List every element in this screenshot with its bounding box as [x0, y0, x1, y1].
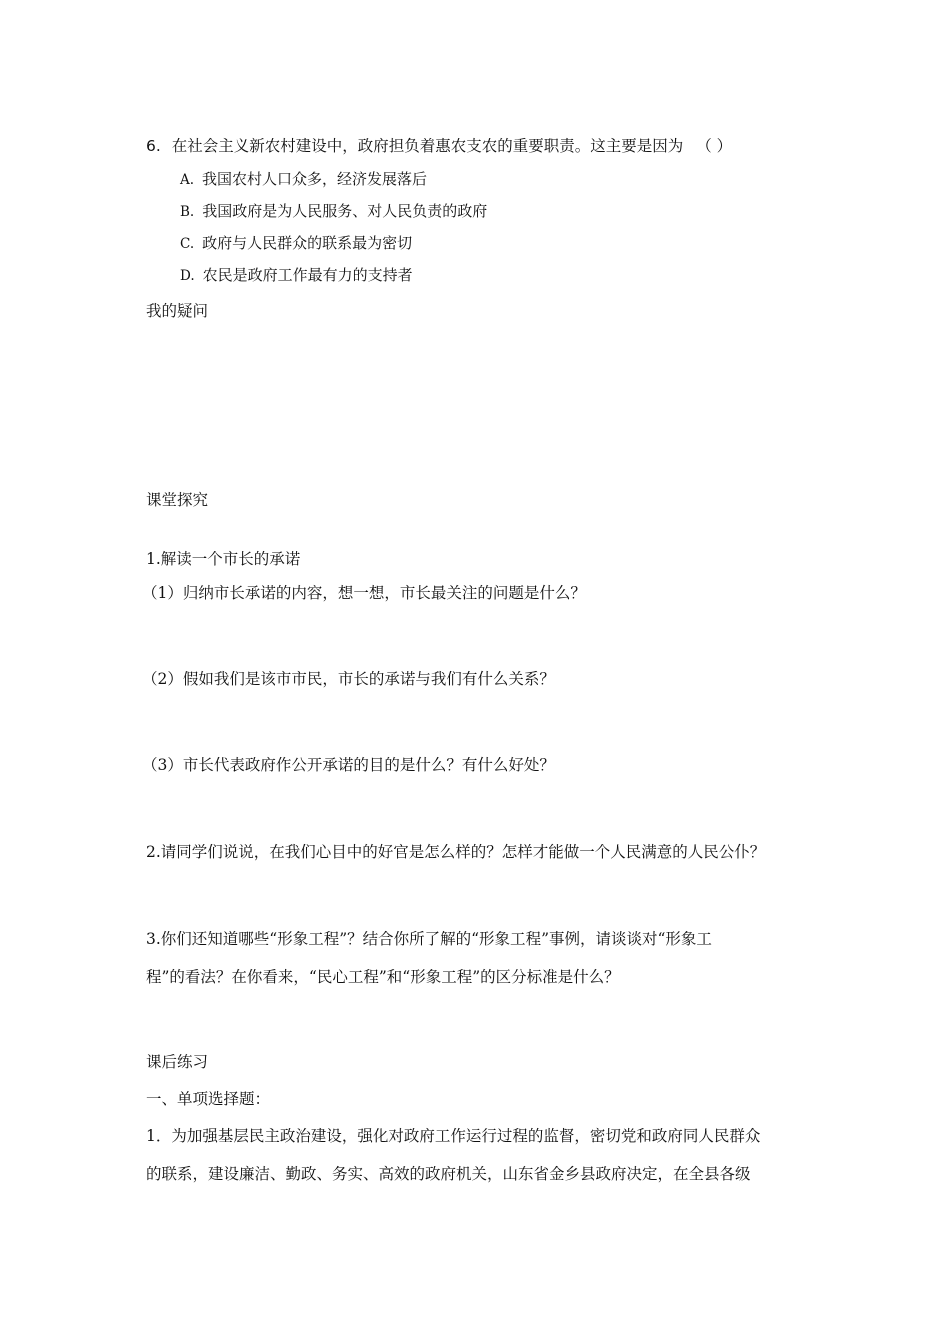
option-letter: D.	[180, 268, 195, 284]
answer-bracket: （ ）	[696, 137, 733, 155]
option-text: 我国农村人口众多，经济发展落后	[202, 170, 428, 188]
heading-classroom-inquiry: 课堂探究	[146, 491, 209, 509]
heading-my-questions: 我的疑问	[146, 302, 209, 320]
inquiry-3-line-1: 3.你们还知道哪些“形象工程”？结合你所了解的“形象工程”事例，请谈谈对“形象工	[146, 930, 712, 948]
option-a	[180, 169, 427, 190]
heading-after-class: 课后练习	[146, 1053, 209, 1071]
inquiry-1-sub-2: （2）假如我们是该市市民，市长的承诺与我们有什么关系？	[142, 670, 555, 688]
option-letter: B.	[180, 204, 195, 220]
exercise-1-line-1: 1．为加强基层民主政治建设，强化对政府工作运行过程的监督，密切党和政府同人民群众	[146, 1127, 761, 1145]
section-single-choice: 一、单项选择题：	[146, 1090, 271, 1108]
option-text: 政府与人民群众的联系最为密切	[202, 234, 413, 252]
option-c	[180, 233, 412, 254]
inquiry-1-sub-3: （3）市长代表政府作公开承诺的目的是什么？有什么好处？	[142, 756, 555, 774]
question-stem: 在社会主义新农村建设中，政府担负着惠农支农的重要职责。这主要是因为	[171, 137, 684, 155]
inquiry-1-sub-1: （1）归纳市长承诺的内容，想一想，市长最关注的问题是什么？	[142, 584, 586, 602]
question-6	[146, 136, 732, 156]
inquiry-1-title: 1.解读一个市长的承诺	[146, 550, 301, 568]
inquiry-2: 2.请同学们说说，在我们心目中的好官是怎么样的？怎样才能做一个人民满意的人民公仆？	[146, 843, 766, 861]
option-text: 农民是政府工作最有力的支持者	[202, 266, 413, 284]
question-number: 6.	[146, 137, 161, 155]
exercise-1-line-2: 的联系，建设廉洁、勤政、务实、高效的政府机关，山东省金乡县政府决定，在全县各级	[146, 1165, 751, 1183]
inquiry-3-line-2: 程”的看法？在你看来，“民心工程”和“形象工程”的区分标准是什么？	[146, 968, 620, 986]
option-letter: A.	[180, 172, 195, 188]
option-text: 我国政府是为人民服务、对人民负责的政府	[202, 202, 488, 220]
option-d	[180, 265, 413, 286]
option-letter: C.	[180, 236, 195, 252]
option-b	[180, 201, 487, 222]
